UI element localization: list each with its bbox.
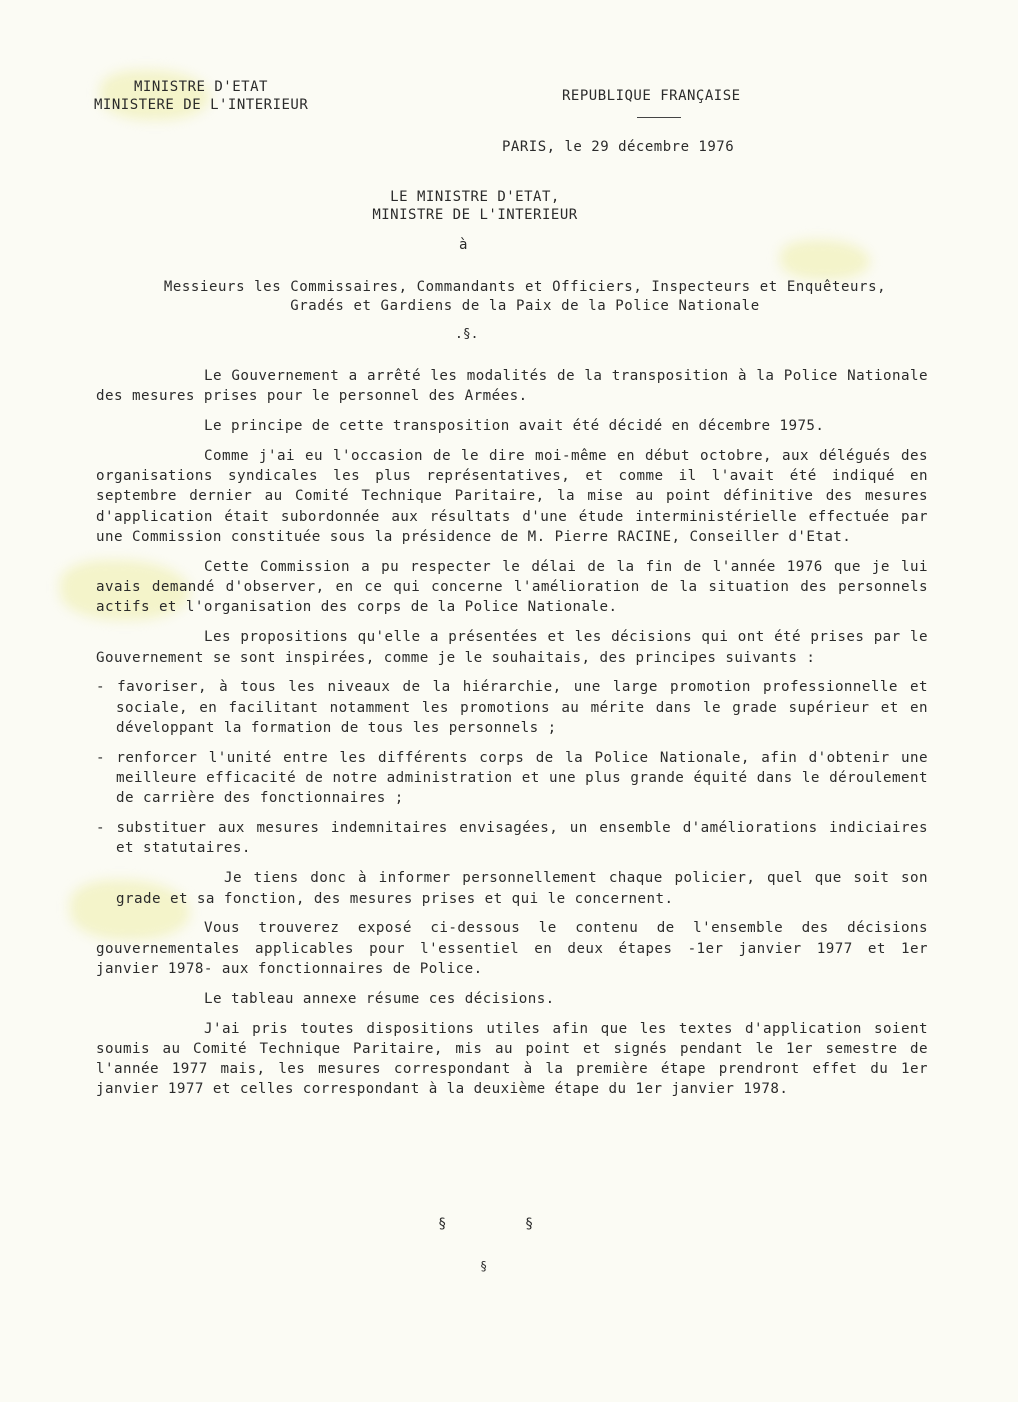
paragraph: Comme j'ai eu l'occasion de le dire moi-même en début octobre, aux délégués des organisations syndicales les plus représentatives, et comme il l'avait été indiqué en septembre dernier au Comité Technique Paritaire, la mise au point définitive des mesures d'application était subordonnée aux résultats d'une étude interministérielle effectuée par une Commission constituée sous la présidence de M. Pierre RACINE, Conseiller d'Etat. [96,447,928,546]
paragraph: J'ai pris toutes dispositions utiles afin que les textes d'application soient soumis au Comité Technique Paritaire, mis au point et signés pendant le 1er semestre de l'année 1977 mais, les mesures correspondant à la première étape prendront effet du 1er janvier 1977 et celles correspondant à la deuxième étape du 1er janvier 1978. [96,1020,928,1098]
paragraph: Les propositions qu'elle a présentées et les décisions qui ont été prises par le Gouvernement se sont inspirées, comme je le souhaitais, des principes suivants : [96,629,928,666]
ministry-subtitle: MINISTERE DE L'INTERIEUR [94,97,309,113]
list-item: - renforcer l'unité entre les différents corps de la Police Nationale, afin d'obtenir une meilleure efficacité de notre administration et une plus grande équité dans le déroulement de carrière des fonctionnaires ; [96,749,928,807]
addressee-block [110,278,940,316]
section-mark: § [480,1259,488,1273]
ministry-title: MINISTRE D'ETAT [134,79,268,95]
section-mark: .§. [455,327,479,342]
dateline: PARIS, le 29 décembre 1976 [502,139,735,155]
paragraph: Le tableau annexe résume ces décisions. [204,990,555,1007]
paragraph: Le Gouvernement a arrêté les modalités de la transposition à la Police Nationale des mesures prises pour le personnel des Armées. [96,368,928,405]
sender-line2: MINISTRE DE L'INTERIEUR [372,207,578,223]
paper-stain [780,240,870,280]
ministry-header [94,78,308,114]
recipient-marker: à [459,237,468,253]
addressee-line2: Gradés et Gardiens de la Paix de la Police Nationale [290,298,760,314]
sender-block [300,188,650,224]
paragraph: Cette Commission a pu respecter le délai de la fin de l'année 1976 que je lui avais demandé d'observer, en ce qui concerne l'amélioration de la situation des personnels actifs et l'organisation des corps de la Police Nationale. [96,558,928,616]
list-item: - substituer aux mesures indemnitaires envisagées, un ensemble d'améliorations indiciaires et statutaires. [96,820,928,857]
paragraph: Vous trouverez exposé ci-dessous le contenu de l'ensemble des décisions gouvernementales applicables pour l'essentiel en deux étapes -1er janvier 1977 et 1er janvier 1978- aux fonctionnaires de Police. [96,920,928,977]
footer-marks [438,1216,603,1232]
section-mark: § [524,1216,534,1232]
letter-body [96,366,928,1109]
republic-title: REPUBLIQUE FRANÇAISE [562,88,741,104]
addressee-line1: Messieurs les Commissaires, Commandants et Officiers, Inspecteurs et Enquêteurs, [163,279,887,295]
sender-line1: LE MINISTRE D'ETAT, [390,189,560,205]
section-mark: § [438,1216,447,1232]
header-rule [637,117,681,118]
paragraph: Je tiens donc à informer personnellement chaque policier, quel que soit son grade et sa fonction, des mesures prises et qui le concernent. [116,870,928,907]
list-item: - favoriser, à tous les niveaux de la hiérarchie, une large promotion professionnelle et sociale, en facilitant notamment les promotions au mérite dans le grade supérieur et en développant la formation de tous les personnels ; [96,679,928,736]
paragraph: Le principe de cette transposition avait été décidé en décembre 1975. [204,418,825,435]
